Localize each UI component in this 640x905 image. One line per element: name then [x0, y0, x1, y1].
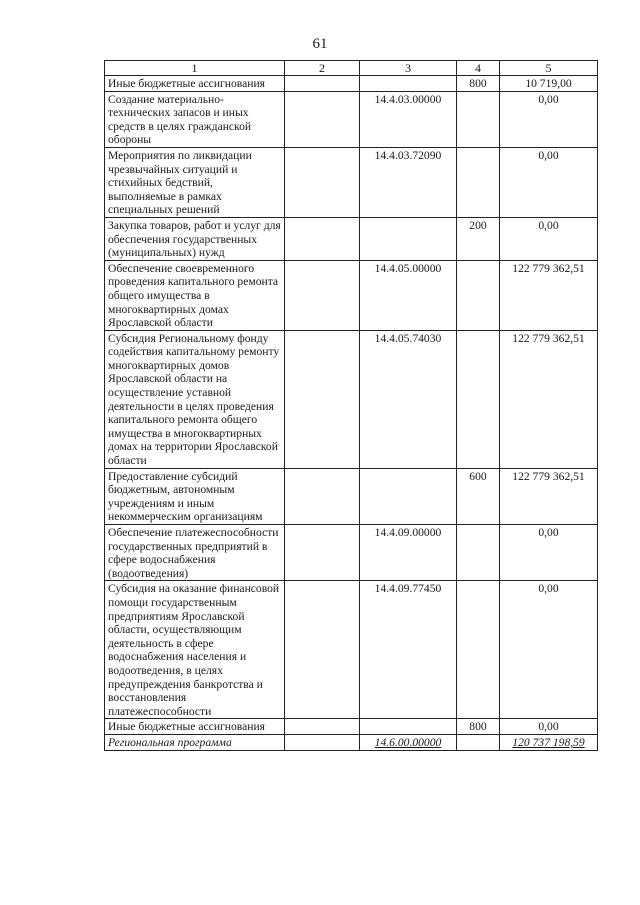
table-row: [105, 147, 598, 217]
row-col2: [285, 734, 360, 750]
row-type: 800: [457, 719, 500, 735]
row-type: 200: [457, 217, 500, 260]
row-code: [360, 719, 457, 735]
row-col2: [285, 525, 360, 581]
row-col2: [285, 217, 360, 260]
table-row: [105, 581, 598, 719]
row-name: Предоставление субсидий бюджетным, автономным учреждениям и иным некоммерческим организациям: [105, 468, 285, 524]
row-type: [457, 525, 500, 581]
row-name: Иные бюджетные ассигнования: [105, 719, 285, 735]
row-code: 14.4.05.74030: [360, 330, 457, 468]
table-row: [105, 468, 598, 524]
table-row: [105, 260, 598, 330]
row-amount: 0,00: [500, 525, 598, 581]
row-code: 14.4.09.77450: [360, 581, 457, 719]
header-col-2: 2: [285, 61, 360, 76]
row-type: [457, 91, 500, 147]
row-type: [457, 260, 500, 330]
row-name: Субсидия Региональному фонду содействия капитальному ремонту многоквартирных домов Ярославской области на осуществление уставной деятельности в целях проведения капитального ремонта общего имущества в многоквартирных домах на территории Ярославской области: [105, 330, 285, 468]
row-name: Создание материально-технических запасов и иных средств в целях гражданской обороны: [105, 91, 285, 147]
row-name: Обеспечение своевременного проведения капитального ремонта общего имущества в многоквартирных домах Ярославской области: [105, 260, 285, 330]
table-row: [105, 719, 598, 735]
row-amount: 122 779 362,51: [500, 330, 598, 468]
table-row: [105, 330, 598, 468]
header-row: [105, 61, 598, 76]
row-name: Мероприятия по ликвидации чрезвычайных ситуаций и стихийных бедствий, выполняемые в рамках специальных решений: [105, 147, 285, 217]
header-col-1: 1: [105, 61, 285, 76]
header-col-5: 5: [500, 61, 598, 76]
row-name: Обеспечение платежеспособности государственных предприятий в сфере водоснабжения (водоотведения): [105, 525, 285, 581]
table-row-program: [105, 734, 598, 750]
row-type: [457, 734, 500, 750]
row-amount: 0,00: [500, 217, 598, 260]
row-col2: [285, 260, 360, 330]
page-number: 61: [312, 36, 328, 52]
row-amount: 0,00: [500, 147, 598, 217]
table-row: [105, 525, 598, 581]
row-col2: [285, 147, 360, 217]
budget-table: [104, 60, 598, 751]
row-code: 14.4.03.00000: [360, 91, 457, 147]
row-type: [457, 147, 500, 217]
table-row: [105, 217, 598, 260]
table-row: [105, 91, 598, 147]
table-row: [105, 76, 598, 92]
row-code: 14.4.05.00000: [360, 260, 457, 330]
row-amount: 0,00: [500, 719, 598, 735]
row-amount: 122 779 362,51: [500, 260, 598, 330]
row-col2: [285, 719, 360, 735]
row-name: Региональная программа: [105, 734, 285, 750]
row-type: [457, 330, 500, 468]
row-type: 600: [457, 468, 500, 524]
row-amount: 120 737 198,59: [500, 734, 598, 750]
row-code: 14.6.00.00000: [360, 734, 457, 750]
header-col-3: 3: [360, 61, 457, 76]
row-type: 800: [457, 76, 500, 92]
row-code: 14.4.09.00000: [360, 525, 457, 581]
row-name: Субсидия на оказание финансовой помощи государственным предприятиям Ярославской области, осуществляющим деятельность в сфере водоснабжения населения и водоотведения, в целях предупреждения банкротства и восстановления платежеспособности: [105, 581, 285, 719]
header-col-4: 4: [457, 61, 500, 76]
row-name: Закупка товаров, работ и услуг для обеспечения государственных (муниципальных) нужд: [105, 217, 285, 260]
row-col2: [285, 581, 360, 719]
row-type: [457, 581, 500, 719]
row-code: 14.4.03.72090: [360, 147, 457, 217]
row-code: [360, 468, 457, 524]
row-col2: [285, 468, 360, 524]
row-amount: 0,00: [500, 581, 598, 719]
row-code: [360, 76, 457, 92]
row-col2: [285, 76, 360, 92]
row-amount: 0,00: [500, 91, 598, 147]
row-code: [360, 217, 457, 260]
row-col2: [285, 91, 360, 147]
row-name: Иные бюджетные ассигнования: [105, 76, 285, 92]
row-amount: 122 779 362,51: [500, 468, 598, 524]
row-col2: [285, 330, 360, 468]
row-amount: 10 719,00: [500, 76, 598, 92]
